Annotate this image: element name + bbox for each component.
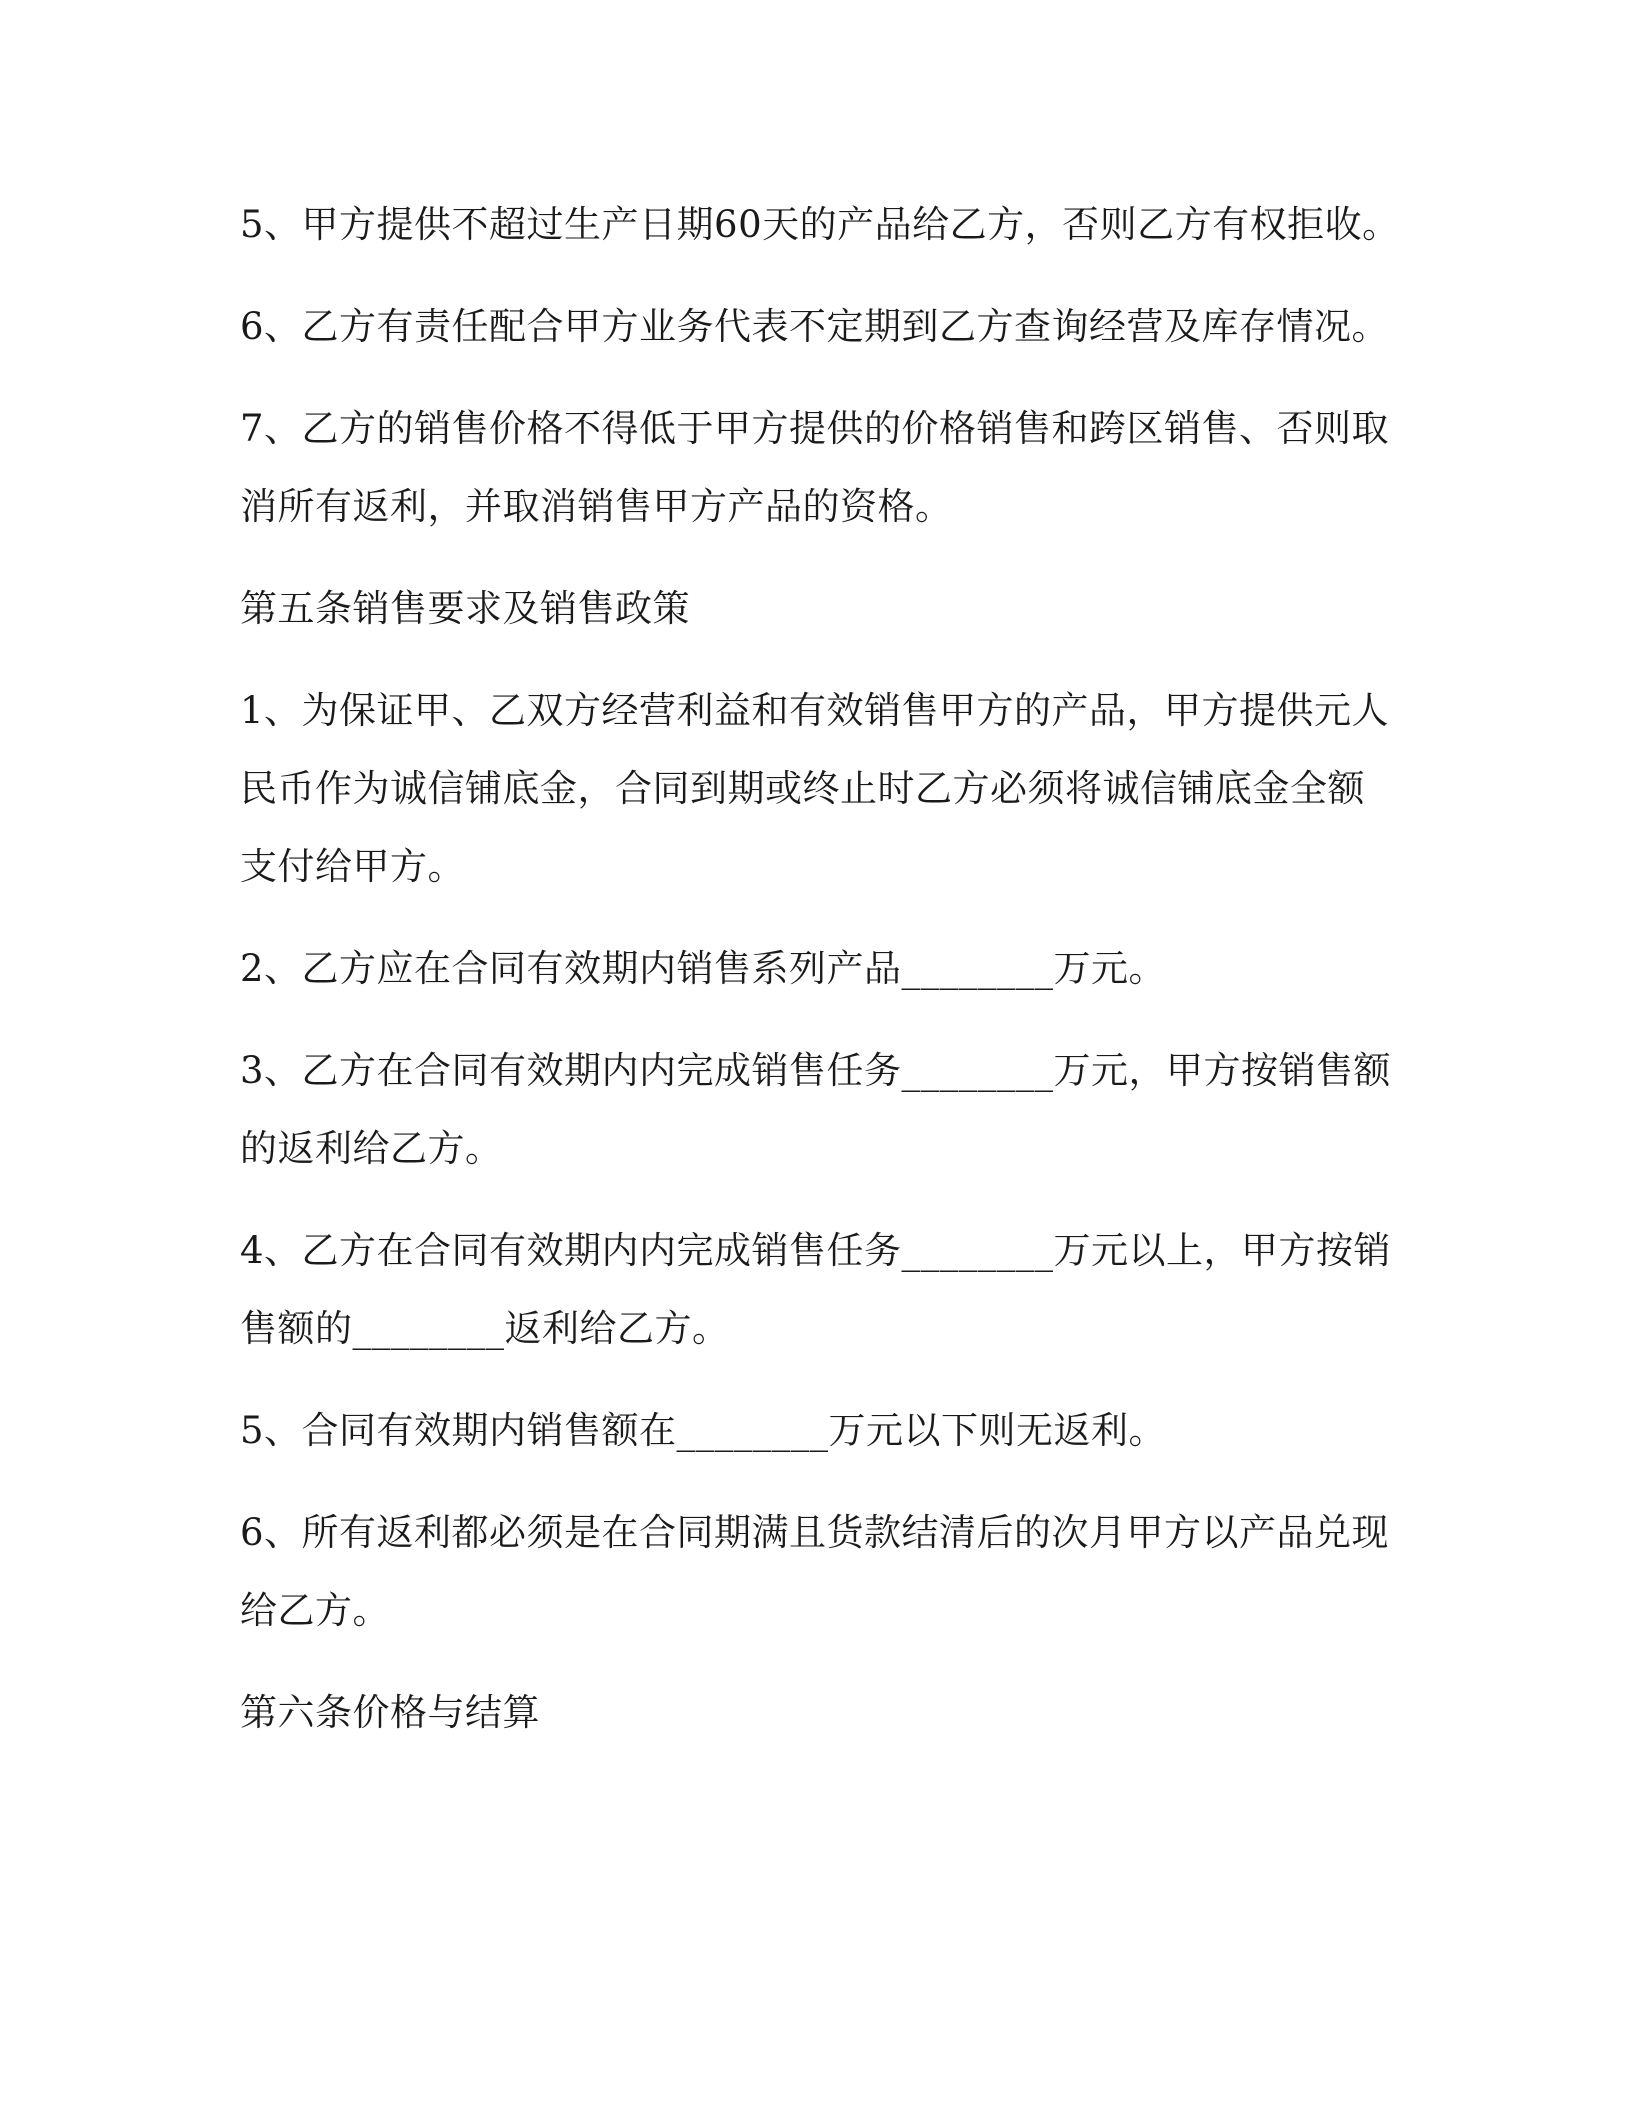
clause-5-item-6: 6、所有返利都必须是在合同期满且货款结清后的次月甲方以产品兑现给乙方。 <box>240 1511 1390 1632</box>
clause-5-item-1: 1、为保证甲、乙双方经营利益和有效销售甲方的产品，甲方提供元人民币作为诚信铺底金，合同到期或终止时乙方必须将诚信铺底金全额支付给甲方。 <box>240 689 1390 888</box>
clause-5-item-4: 4、乙方在合同有效期内内完成销售任务________万元以上，甲方按销售额的________返利给乙方。 <box>240 1229 1392 1350</box>
clause-4-item-6: 6、乙方有责任配合甲方业务代表不定期到乙方查询经营及库存情况。 <box>240 305 1390 348</box>
clause-5-item-2: 2、乙方应在合同有效期内销售系列产品________万元。 <box>240 947 1167 990</box>
clause-5-item-5: 5、合同有效期内销售额在________万元以下则无返利。 <box>240 1409 1167 1452</box>
document-body <box>240 186 1400 1776</box>
section-heading-5: 第五条销售要求及销售政策 <box>240 587 690 630</box>
clause-4-item-7: 7、乙方的销售价格不得低于甲方提供的价格销售和跨区销售、否则取消所有返利，并取消销售甲方产品的资格。 <box>240 407 1390 528</box>
clause-4-item-5: 5、甲方提供不超过生产日期60天的产品给乙方，否则乙方有权拒收。 <box>240 203 1400 246</box>
clause-5-item-3: 3、乙方在合同有效期内内完成销售任务________万元，甲方按销售额的返利给乙方。 <box>240 1049 1392 1170</box>
section-heading-6: 第六条价格与结算 <box>240 1691 540 1734</box>
